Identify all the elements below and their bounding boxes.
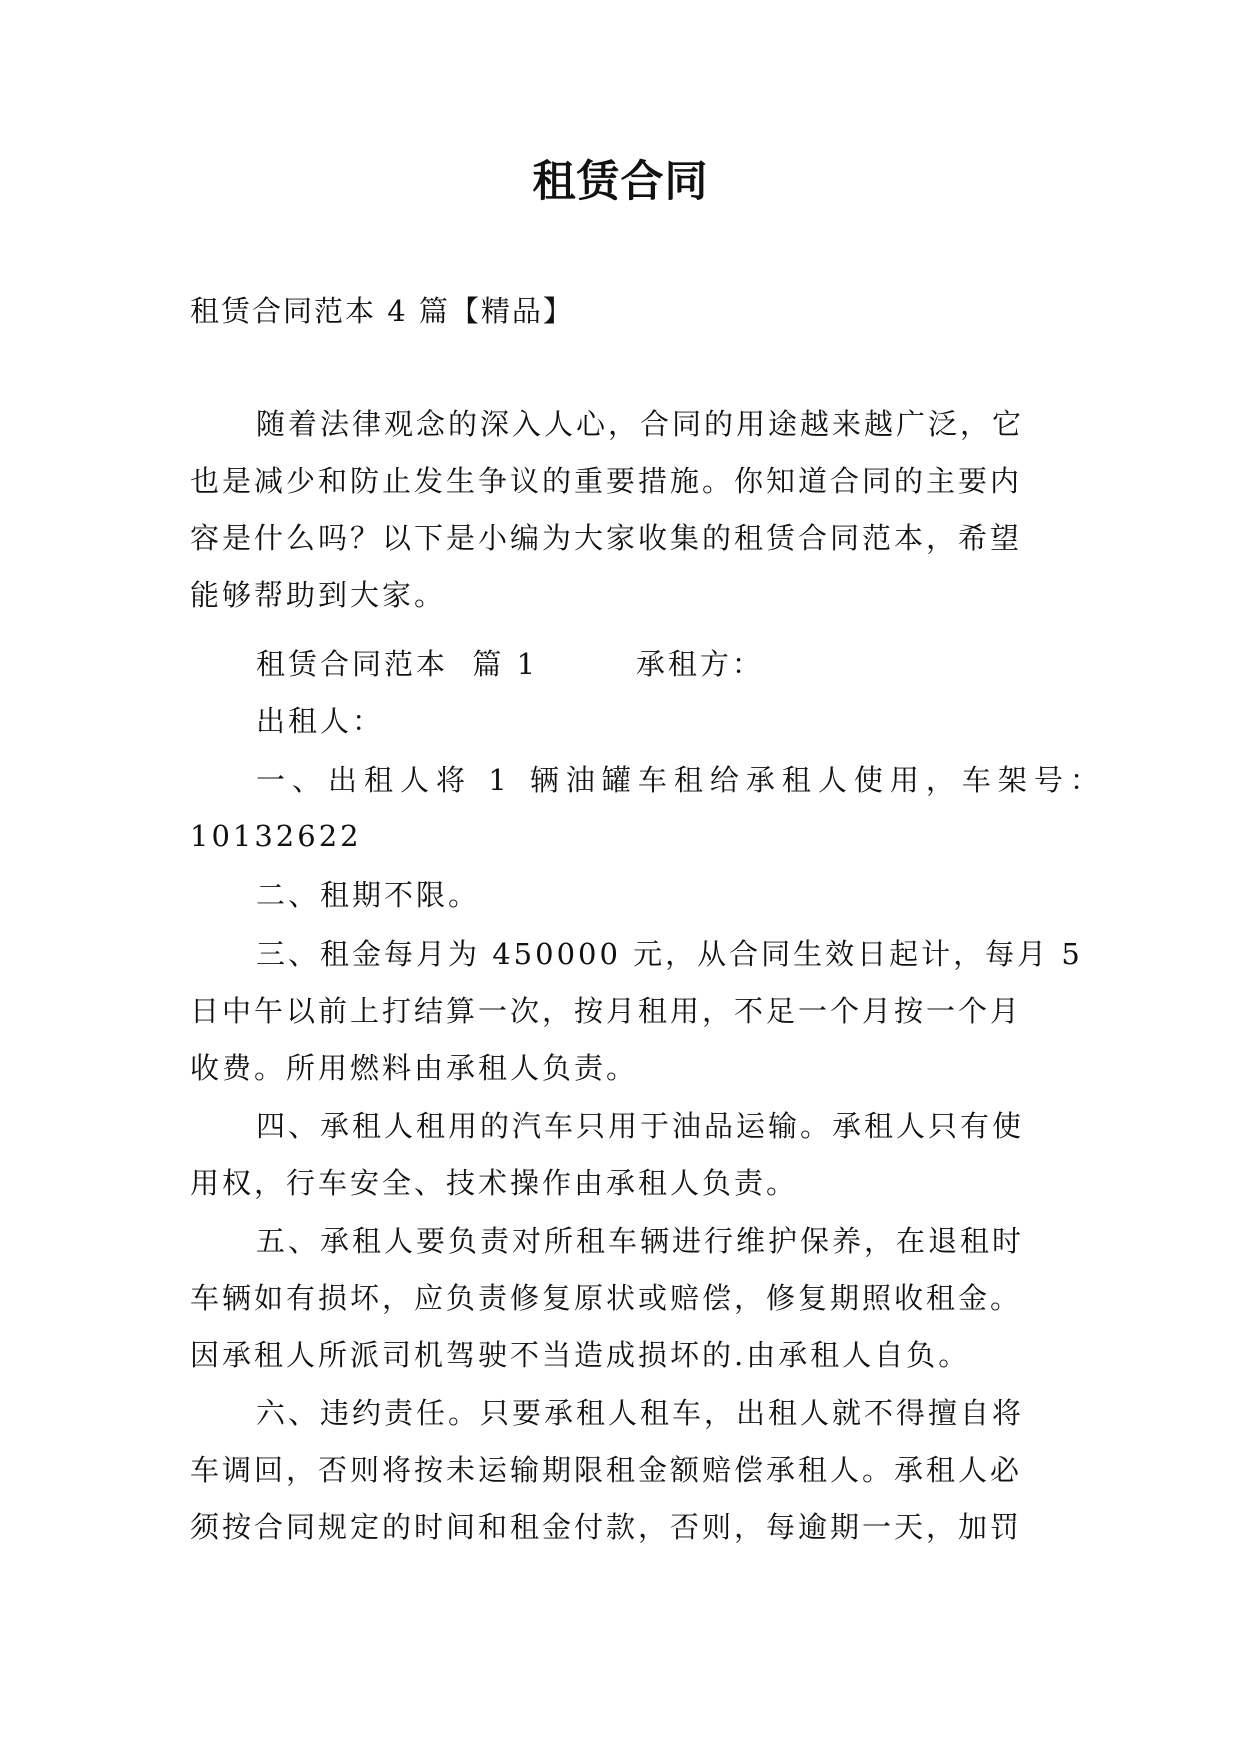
paragraph-line: 用权，行车安全、技术操作由承租人负责。 bbox=[190, 1166, 799, 1200]
paragraph-line: 车辆如有损坏，应负责修复原状或赔偿，修复期照收租金。 bbox=[190, 1281, 1023, 1315]
section-heading: 租赁合同范本 篇 1 承租方： bbox=[256, 647, 764, 681]
paragraph-line: 收费。所用燃料由承租人负责。 bbox=[190, 1051, 639, 1085]
paragraph-line: 随着法律观念的深入人心，合同的用途越来越广泛，它 bbox=[256, 407, 1025, 441]
paragraph-line: 日中午以前上打结算一次，按月租用，不足一个月按一个月 bbox=[190, 994, 1023, 1028]
paragraph-line: 因承租人所派司机驾驶不当造成损坏的.由承租人自负。 bbox=[190, 1338, 971, 1372]
paragraph-line: 10132622 bbox=[190, 819, 362, 853]
paragraph-line: 车调回，否则将按未运输期限租金额赔偿承租人。承租人必 bbox=[190, 1453, 1023, 1487]
paragraph-line: 出租人： bbox=[256, 704, 385, 738]
document-title: 租赁合同 bbox=[532, 157, 709, 207]
paragraph-line: 四、承租人租用的汽车只用于油品运输。承租人只有使 bbox=[256, 1109, 1025, 1143]
paragraph-line: 六、违约责任。只要承租人租车，出租人就不得擅自将 bbox=[256, 1396, 1025, 1430]
paragraph-line: 能够帮助到大家。 bbox=[190, 578, 447, 612]
paragraph-line: 三、租金每月为 450000 元，从合同生效日起计，每月 5 bbox=[256, 937, 1083, 971]
paragraph-line: 五、承租人要负责对所租车辆进行维护保养，在退租时 bbox=[256, 1224, 1025, 1258]
paragraph-line: 须按合同规定的时间和租金付款，否则，每逾期一天，加罚 bbox=[190, 1510, 1023, 1544]
paragraph-line: 也是减少和防止发生争议的重要措施。你知道合同的主要内 bbox=[190, 464, 1023, 498]
document-subtitle: 租赁合同范本 4 篇【精品】 bbox=[190, 294, 574, 328]
paragraph-line: 一、出租人将 1 辆油罐车租给承租人使用，车架号： bbox=[256, 763, 1106, 797]
paragraph-line: 容是什么吗？以下是小编为大家收集的租赁合同范本，希望 bbox=[190, 521, 1023, 555]
paragraph-line: 二、租期不限。 bbox=[256, 878, 481, 912]
